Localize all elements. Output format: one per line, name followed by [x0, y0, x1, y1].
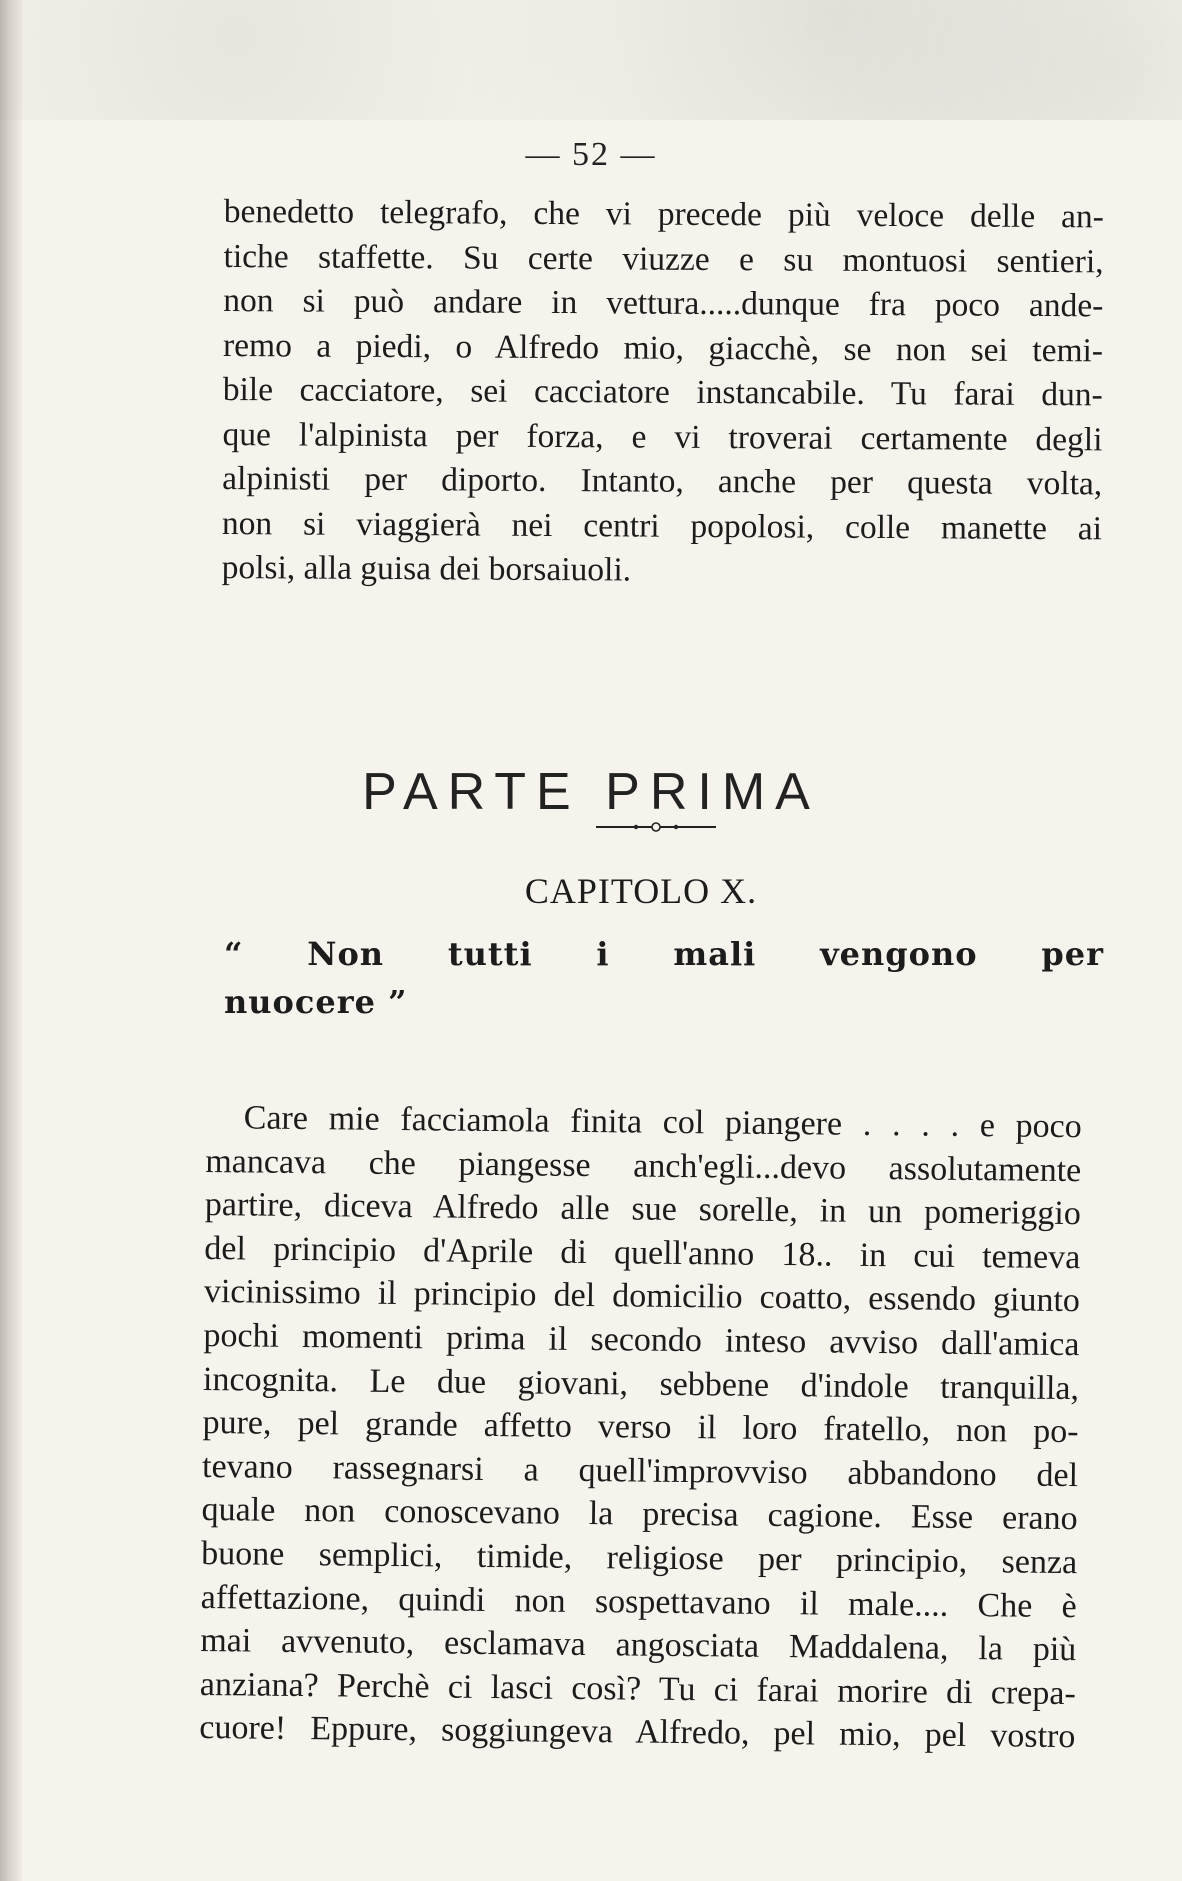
- chapter-epigraph: [224, 930, 1104, 1026]
- text-line: cuore! Eppure, soggiungeva Alfredo, pel mio, pel vostro: [199, 1709, 1076, 1756]
- text-line: vicinissimo il principio del domicilio coatto, essendo giunto: [203, 1273, 1081, 1320]
- text-line: mancava che piangesse anch'egli...devo assolutamente: [205, 1142, 1082, 1189]
- text-line: buone semplici, timide, religiose per principio, senza: [201, 1534, 1078, 1582]
- text-line: non si viaggierà nei centri popolosi, colle manette ai: [221, 504, 1103, 547]
- text-line: Care mie facciamola finita col piangere . . . . e poco: [243, 1099, 1082, 1146]
- epigraph-line: nuocere ”: [224, 983, 408, 1021]
- ornament-divider: [596, 822, 716, 832]
- text-line: del principio d'Aprile di quell'anno 18.. in cui temeva: [204, 1229, 1081, 1276]
- text-line: mai avvenuto, esclamava angosciata Maddalena, la più: [200, 1622, 1077, 1669]
- page-binding-shadow: [0, 0, 22, 1881]
- text-line: affettazione, quindi non sospettavano il male.... Che è: [200, 1578, 1077, 1625]
- text-line: bile cacciatore, sei cacciatore instancabile. Tu farai dun-: [222, 370, 1103, 414]
- text-line: anziana? Perchè ci lasci così? Tu ci farai morire di crepa-: [199, 1665, 1076, 1712]
- section-title: PARTE PRIMA: [362, 763, 820, 821]
- epigraph-line: “ Non tutti i mali vengono per: [224, 935, 1104, 973]
- text-line: non si può andare in vettura.....dunque fra poco ande-: [223, 281, 1104, 325]
- text-line: tevano rassegnarsi a quell'improvviso abbandono del: [201, 1447, 1079, 1494]
- paper-speckle: [0, 0, 1182, 120]
- text-line: remo a piedi, o Alfredo mio, giacchè, se non sei temi-: [222, 326, 1104, 369]
- text-line: benedetto telegrafo, che vi precede più veloce delle an-: [223, 192, 1104, 236]
- text-line: alpinisti per diporto. Intanto, anche per questa volta,: [222, 459, 1103, 503]
- text-line: quale non conoscevano la precisa cagione. Esse erano: [201, 1491, 1078, 1538]
- text-line: partire, diceva Alfredo alle sue sorelle, in un pomeriggio: [204, 1186, 1082, 1233]
- paragraph-2: [199, 1096, 1082, 1759]
- text-line: polsi, alla guisa dei borsaiuoli.: [221, 548, 632, 589]
- paragraph-1: [222, 190, 1104, 596]
- text-line: pure, pel grande affetto verso il loro fratello, non po-: [202, 1404, 1079, 1451]
- text-line: que l'alpinista per forza, e vi troverai certamente degli: [222, 415, 1103, 458]
- text-line: pochi momenti prima il secondo inteso avviso dall'amica: [203, 1316, 1080, 1364]
- chapter-heading: CAPITOLO X.: [524, 871, 758, 911]
- page-number: — 52 —: [525, 136, 657, 173]
- text-line: incognita. Le due giovani, sebbene d'indole tranquilla,: [202, 1360, 1080, 1407]
- text-line: tiche staffette. Su certe viuzze e su montuosi sentieri,: [223, 237, 1104, 280]
